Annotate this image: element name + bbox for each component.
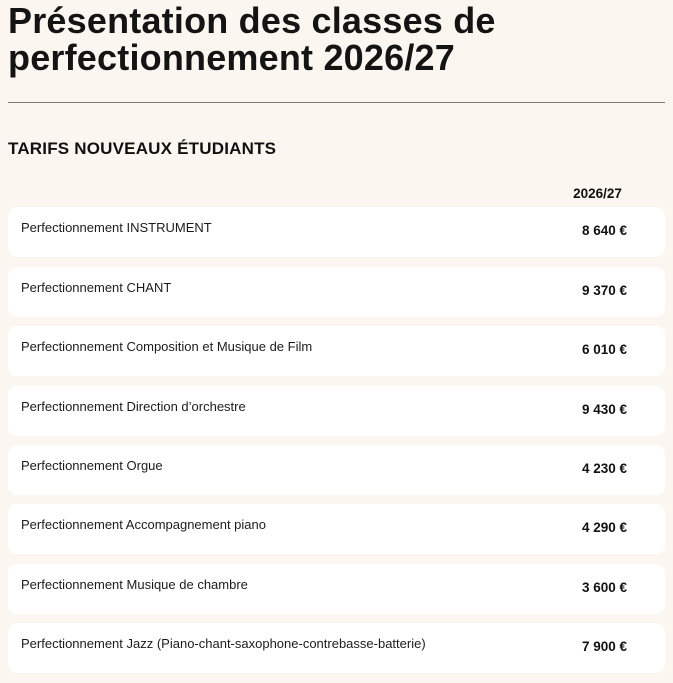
tariff-label: Perfectionnement Direction d’orchestre: [21, 399, 246, 414]
tariff-price: 7 900 €: [581, 639, 627, 654]
tariff-price: 9 370 €: [581, 283, 627, 298]
tariff-price: 4 230 €: [581, 461, 627, 476]
tariff-row: [8, 623, 665, 673]
tariff-price: 9 430 €: [581, 402, 627, 417]
tariff-label: Perfectionnement Accompagnement piano: [21, 517, 266, 532]
tariff-label: Perfectionnement Orgue: [21, 458, 163, 473]
tariff-price: 3 600 €: [581, 580, 627, 595]
tariff-label: Perfectionnement Composition et Musique de Film: [21, 339, 313, 354]
tariff-row: [8, 326, 665, 376]
section-title: TARIFS NOUVEAUX ÉTUDIANTS: [8, 139, 277, 158]
tariff-label: Perfectionnement CHANT: [21, 280, 172, 295]
tariff-price: 6 010 €: [581, 342, 627, 357]
title-divider: [8, 102, 665, 103]
tariff-row: [8, 564, 665, 614]
column-header-year: 2026/27: [573, 186, 622, 201]
tariff-row: [8, 207, 665, 257]
tariff-row: [8, 504, 665, 554]
tariff-label: Perfectionnement INSTRUMENT: [21, 220, 212, 235]
tariff-price: 4 290 €: [581, 520, 627, 535]
tariff-row: [8, 267, 665, 317]
page-title: Présentation des classes de perfectionnement 2026/27: [8, 0, 496, 78]
tariff-price: 8 640 €: [581, 223, 627, 238]
tariff-row: [8, 445, 665, 495]
tariff-label: Perfectionnement Musique de chambre: [21, 577, 248, 592]
tariff-label: Perfectionnement Jazz (Piano-chant-saxophone-contrebasse-batterie): [21, 636, 426, 651]
tariff-row: [8, 386, 665, 436]
